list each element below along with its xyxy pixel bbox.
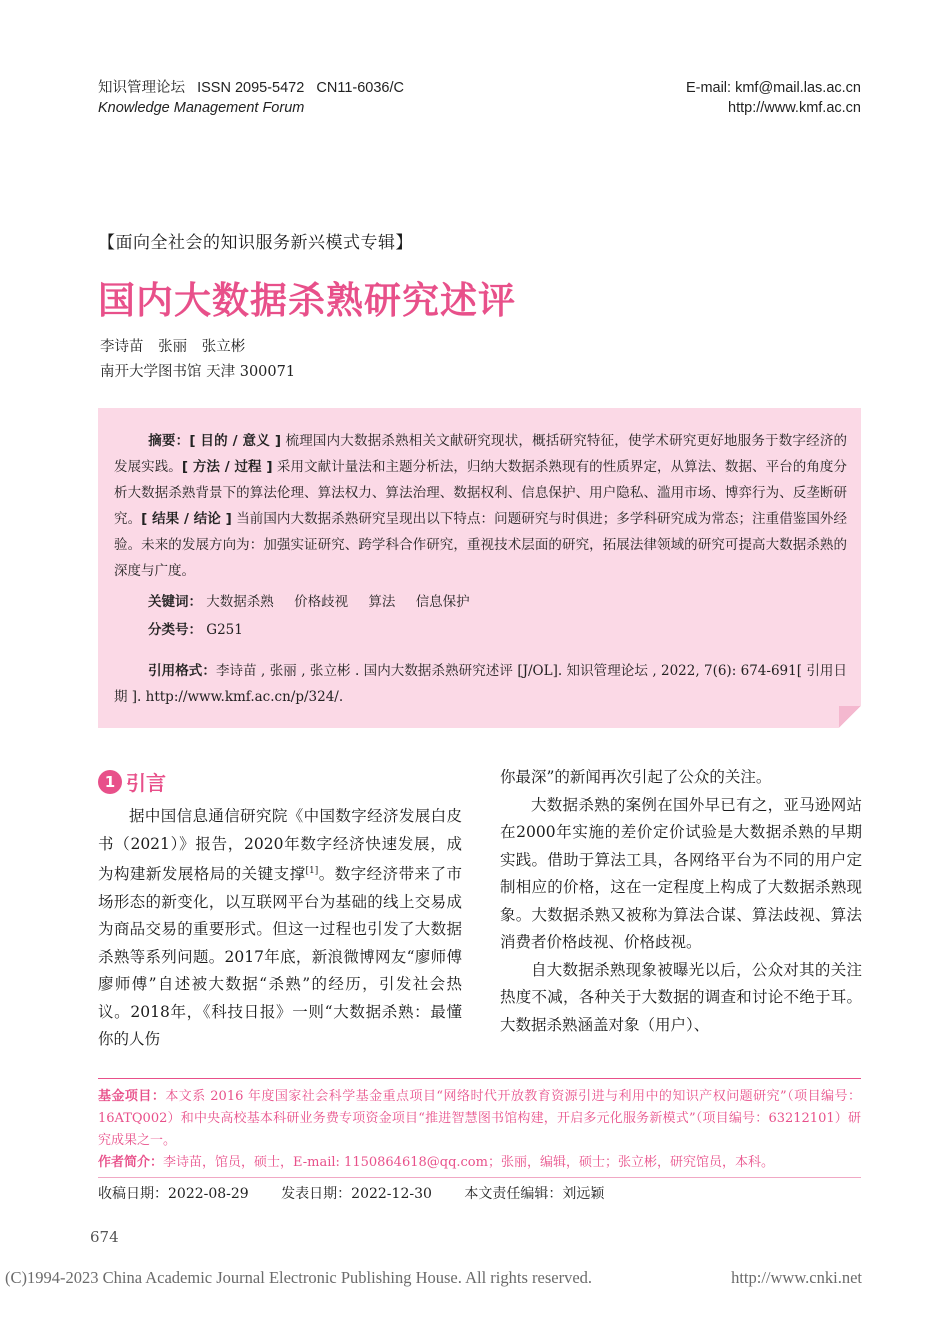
abstract-label: 摘要： xyxy=(148,433,190,449)
body-paragraph: 大数据杀熟的案例在国外早已有之，亚马逊网站在2000年实施的差价定价试验是大数据杀熟的早期实践。借助于算法工具，各网络平台为不同的用户定制相应的价格，这在一定程度上构成了大数据杀熟现象。大数据杀熟又被称为算法合谋、算法歧视、算法消费者价格歧视、价格歧视。 xyxy=(500,795,862,951)
keyword: 算法 xyxy=(368,594,396,610)
footnote-block xyxy=(98,1086,861,1174)
citation-block xyxy=(114,658,847,710)
paper-title: 国内大数据杀熟研究述评 xyxy=(98,279,516,322)
abstract-box xyxy=(98,408,861,728)
paragraph-text: 据中国信息通信研究院《中国数字经济发展白皮书（2021）》报告，2020年数字经济快速发展，成为构建新发展格局的关键支撑 xyxy=(98,807,462,884)
keywords-line xyxy=(148,590,470,610)
funding-text: 本文系 2016 年度国家社会科学基金重点项目“网络时代开放教育资源引进与利用中的知识产权问题研究”（项目编号：16ATQ002）和中央高校基本科研业务费专项资金项目“推进智慧图书馆构建，开启多元化服务新模式”（项目编号：63212101）研究成果之一。 xyxy=(98,1089,861,1148)
keyword: 价格歧视 xyxy=(294,594,349,610)
page-fold-decoration xyxy=(839,706,861,728)
section-title: 引言 xyxy=(126,771,166,795)
journal-info-line xyxy=(98,78,404,98)
journal-header xyxy=(98,78,404,118)
classification-value: G251 xyxy=(206,622,243,638)
citation-text: 李诗苗 , 张丽 , 张立彬 . 国内大数据杀熟研究述评 [J/OL]. 知识管理论坛 , 2022, 7(6): 674-691[ 引用日期 ]. http://www.kmf.ac.cn/p/324/. xyxy=(114,663,847,705)
author-info-note xyxy=(98,1152,861,1174)
affiliation: 南开大学图书馆 天津 300071 xyxy=(100,364,296,380)
abstract-text xyxy=(114,428,847,584)
series-title: 【面向全社会的知识服务新兴模式专辑】 xyxy=(98,233,413,253)
section-number-badge: 1 xyxy=(98,770,122,794)
author-info-label: 作者简介： xyxy=(98,1155,164,1170)
received-date: 收稿日期：2022-08-29 xyxy=(98,1186,249,1202)
editor-name: 本文责任编辑：刘远颖 xyxy=(464,1186,605,1202)
journal-contact xyxy=(686,78,861,118)
result-label: [ 结果 / 结论 ] xyxy=(141,511,232,527)
copyright-text: (C)1994-2023 China Academic Journal Electronic Publishing House. All rights reserved. xyxy=(5,1268,593,1287)
dates-line xyxy=(98,1183,632,1203)
body-column-right xyxy=(500,764,862,1039)
purpose-text: 梳理国内大数据杀熟相关文献研究现状，概括研究特征，使学术研究更好地服务于数字经济的发展实践。 xyxy=(114,433,848,475)
classification-label: 分类号： xyxy=(148,622,202,638)
keyword: 大数据杀熟 xyxy=(206,594,274,610)
dates-divider xyxy=(98,1177,861,1178)
keywords-label: 关键词： xyxy=(148,594,202,610)
reference-marker[interactable]: [1] xyxy=(305,866,319,876)
body-paragraph: 你最深”的新闻再次引起了公众的关注。 xyxy=(500,768,772,786)
journal-name-cn: 知识管理论坛 xyxy=(98,80,185,96)
funding-label: 基金项目： xyxy=(98,1089,166,1104)
journal-cn: CN11-6036/C xyxy=(316,80,404,96)
body-paragraph: 自大数据杀熟现象被曝光以后，公众对其的关注热度不减，各种关于大数据的调查和讨论不绝于耳。大数据杀熟涵盖对象（用户）、 xyxy=(500,960,862,1034)
copyright-footer xyxy=(0,1268,862,1288)
body-paragraph xyxy=(98,803,462,1054)
method-text: 采用文献计量法和主题分析法，归纳大数据杀熟现有的性质界定，从算法、数据、平台的角度分析大数据杀熟背景下的算法伦理、算法权力、算法治理、数据权利、信息保护、用户隐私、滥用市场、博弈行为、反垄断研究。 xyxy=(114,459,847,527)
citation-label: 引用格式： xyxy=(148,663,216,679)
body-column-left xyxy=(98,803,462,1054)
cnki-url[interactable]: http://www.cnki.net xyxy=(731,1268,862,1287)
journal-url[interactable]: http://www.kmf.ac.cn xyxy=(728,100,861,116)
page-number: 674 xyxy=(90,1228,119,1246)
paragraph-text: 。数字经济带来了市场形态的新变化，以互联网平台为基础的线上交易成为商品交易的重要形式。但这一过程也引发了大数据杀熟等系列问题。2017年底，新浪微博网友“廖师傅廖师傅”自述被大数据“杀熟”的经历，引发社会热议。2018年，《科技日报》一则“大数据杀熟：最懂你的人伤 xyxy=(98,865,462,1049)
journal-name-en: Knowledge Management Forum xyxy=(98,100,305,116)
section-heading xyxy=(98,767,166,796)
classification-line xyxy=(148,618,243,638)
method-label: [ 方法 / 过程 ] xyxy=(181,459,273,475)
keyword: 信息保护 xyxy=(415,594,470,610)
purpose-label: [ 目的 / 意义 ] xyxy=(189,433,281,449)
result-text: 当前国内大数据杀熟研究呈现出以下特点：问题研究与时俱进；多学科研究成为常态；注重借鉴国外经验。未来的发展方向为：加强实证研究、跨学科合作研究，重视技术层面的研究，拓展法律领域的研究可提高大数据杀熟的深度与广度。 xyxy=(114,511,848,579)
published-date: 发表日期：2022-12-30 xyxy=(281,1186,432,1202)
funding-note xyxy=(98,1086,861,1152)
journal-email[interactable]: E-mail: kmf@mail.las.ac.cn xyxy=(685,80,861,96)
footnote-divider xyxy=(98,1078,861,1079)
author-list: 李诗苗 张丽 张立彬 xyxy=(100,339,246,355)
author-info-text: 李诗苗，馆员，硕士，E-mail: 1150864618@qq.com；张丽，编辑，硕士；张立彬，研究馆员，本科。 xyxy=(163,1155,774,1170)
journal-issn: ISSN 2095-5472 xyxy=(197,80,305,96)
